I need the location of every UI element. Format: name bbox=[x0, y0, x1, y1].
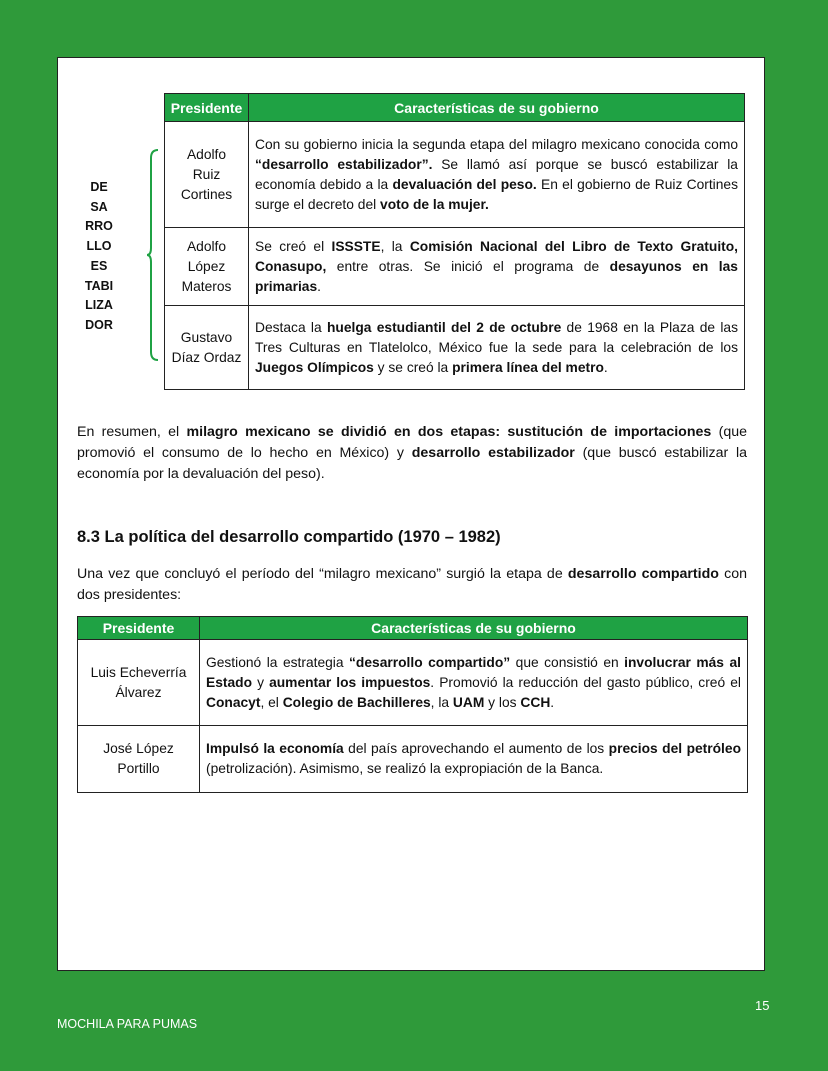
president-name bbox=[165, 228, 249, 306]
bold-text: milagro mexicano se dividió en dos etapas: sustitución de importaciones bbox=[186, 424, 712, 440]
table-row bbox=[165, 306, 745, 390]
bold-text: Comisión Nacional del Libro de Texto Gratuito, Conasupo, bbox=[255, 238, 739, 274]
text-run: Gestionó la estrategia bbox=[206, 654, 350, 670]
bold-text: desarrollo compartido bbox=[567, 566, 719, 582]
text-run: y los bbox=[484, 694, 521, 710]
name-line: Portillo bbox=[117, 761, 160, 776]
bold-text: voto de la mujer. bbox=[380, 196, 489, 212]
text-run: Una vez que concluyó el período del “milagro mexicano” surgió la etapa de bbox=[77, 566, 568, 582]
bold-text: desayunos en las primarias bbox=[255, 258, 738, 294]
text-run: En el gobierno de Ruiz Cortines surge el decreto del bbox=[255, 176, 738, 212]
text-run: entre otras. Se inició el programa de bbox=[326, 258, 610, 274]
name-line: Adolfo bbox=[186, 238, 227, 254]
header-caracteristicas: Características de su gobierno bbox=[249, 94, 745, 122]
text-run: Se llamó así porque se buscó estabilizar la economía debido a la bbox=[255, 156, 738, 192]
header-presidente: Presidente bbox=[78, 617, 200, 640]
text-run: del país aprovechando el aumento de los bbox=[343, 741, 609, 756]
name-line: Adolfo bbox=[186, 146, 227, 162]
presidents-table-estabilizador bbox=[164, 93, 745, 390]
government-description bbox=[249, 122, 745, 228]
government-description bbox=[249, 228, 745, 306]
text-run: , el bbox=[260, 694, 283, 710]
bold-text: “desarrollo estabilizador”. bbox=[255, 156, 433, 172]
bold-text: Conacyt bbox=[206, 694, 261, 710]
name-line: Materos bbox=[181, 278, 232, 294]
name-line: José López bbox=[103, 741, 174, 756]
vertical-label-line: TABI bbox=[84, 278, 114, 293]
vertical-label-line: DE bbox=[90, 180, 108, 194]
government-description bbox=[200, 726, 748, 793]
table-row bbox=[78, 726, 748, 793]
president-name bbox=[165, 306, 249, 390]
text-run: (que buscó estabilizar la economía por la devaluación del peso). bbox=[77, 445, 748, 482]
text-run: (petrolización). Asimismo, se realizó la expropiación de la Banca. bbox=[206, 761, 604, 776]
text-run: Se creó el bbox=[255, 238, 332, 254]
text-run: (que promovió el consumo de lo hecho en México) y bbox=[77, 424, 747, 461]
government-description bbox=[200, 640, 748, 726]
text-run: , la bbox=[380, 238, 410, 254]
vertical-label-line: SA bbox=[90, 199, 108, 214]
government-description bbox=[249, 306, 745, 390]
text-run: , la bbox=[430, 694, 453, 710]
bold-text: Juegos Olímpicos bbox=[255, 359, 374, 375]
presidents-table-compartido bbox=[77, 616, 748, 793]
table-row bbox=[78, 640, 748, 726]
vertical-label-line: LIZA bbox=[85, 298, 113, 313]
text-run: con dos presidentes: bbox=[77, 566, 747, 603]
text-run: . Promovió la reducción del gasto público, creó el bbox=[430, 674, 741, 690]
president-name bbox=[165, 122, 249, 228]
bold-text: Colegio de Bachilleres bbox=[282, 694, 431, 710]
bold-text: desarrollo estabilizador bbox=[411, 445, 575, 461]
bold-text: ISSSTE bbox=[331, 238, 381, 254]
header-caracteristicas: Características de su gobierno bbox=[200, 617, 748, 640]
name-line: Ruiz bbox=[192, 166, 221, 182]
vertical-label-line: DOR bbox=[85, 317, 113, 332]
text-run: . bbox=[317, 278, 321, 294]
name-line: Díaz Ordaz bbox=[171, 349, 242, 365]
name-line: Gustavo bbox=[180, 329, 233, 345]
bold-text: involucrar más al Estado bbox=[206, 654, 741, 690]
text-run: de 1968 en la Plaza de las Tres Culturas en Tlatelolco, México fue la sede para la celebración de los bbox=[255, 319, 738, 355]
text-run: . bbox=[603, 359, 608, 375]
table-header-row bbox=[165, 94, 745, 122]
page-number: 15 bbox=[755, 998, 770, 1013]
text-run: Con su gobierno inicia la segunda etapa del milagro mexicano conocida como bbox=[255, 136, 738, 152]
president-name bbox=[78, 640, 200, 726]
text-run: que consistió en bbox=[510, 654, 625, 670]
name-line: Álvarez bbox=[115, 684, 162, 700]
vertical-label-line: ES bbox=[90, 258, 108, 273]
curly-brace-icon bbox=[146, 148, 160, 362]
footer-text: MOCHILA PARA PUMAS bbox=[57, 1017, 198, 1031]
text-run: . bbox=[550, 694, 555, 710]
text-run: y se creó la bbox=[373, 359, 453, 375]
text-run: En resumen, el bbox=[77, 424, 187, 440]
vertical-label-line: LLO bbox=[86, 239, 112, 254]
vertical-label-line: RRO bbox=[85, 219, 113, 234]
table-row bbox=[165, 228, 745, 306]
summary-paragraph bbox=[77, 422, 747, 485]
name-line: Luis Echeverría bbox=[90, 664, 187, 680]
vertical-label bbox=[76, 178, 122, 336]
bold-text: CCH bbox=[520, 694, 551, 710]
text-run: y bbox=[252, 674, 270, 690]
bold-text: aumentar los impuestos bbox=[269, 674, 431, 690]
intro-paragraph bbox=[77, 564, 747, 606]
text-run: Destaca la bbox=[255, 319, 327, 335]
bold-text: Impulsó la economía bbox=[206, 741, 344, 756]
bold-text: “desarrollo compartido” bbox=[349, 654, 511, 670]
bold-text: primera línea del metro bbox=[452, 359, 604, 375]
president-name bbox=[78, 726, 200, 793]
page-sheet bbox=[57, 57, 765, 971]
bold-text: precios del petróleo bbox=[608, 741, 741, 756]
table-header-row bbox=[78, 617, 748, 640]
name-line: Cortines bbox=[180, 186, 233, 202]
name-line: López bbox=[187, 258, 226, 274]
bold-text: devaluación del peso. bbox=[392, 176, 537, 192]
table-row bbox=[165, 122, 745, 228]
section-heading: 8.3 La política del desarrollo compartido (1970 – 1982) bbox=[77, 528, 501, 546]
bold-text: UAM bbox=[452, 694, 485, 710]
header-presidente: Presidente bbox=[165, 94, 249, 122]
bold-text: huelga estudiantil del 2 de octubre bbox=[326, 319, 562, 335]
